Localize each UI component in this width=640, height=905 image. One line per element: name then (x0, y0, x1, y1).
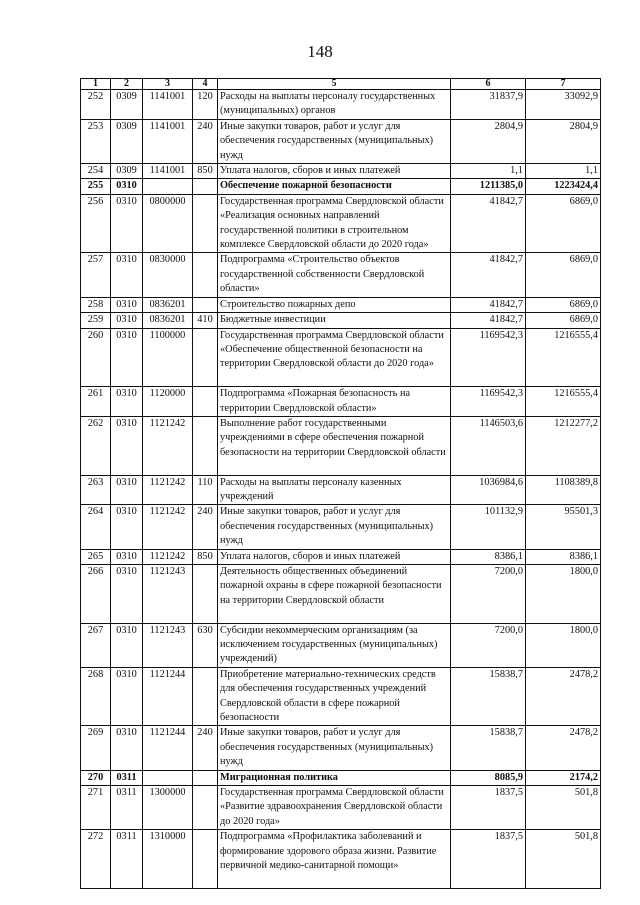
target-article-cell: 1141001 (143, 119, 193, 163)
target-article-cell: 1141001 (143, 90, 193, 120)
target-article-cell: 1121242 (143, 475, 193, 505)
table-row (81, 786, 601, 830)
section-code-cell: 0310 (111, 297, 143, 312)
expense-type-cell (193, 297, 218, 312)
row-number-cell: 269 (81, 726, 111, 770)
item-name-cell: Бюджетные инвестиции (218, 313, 451, 328)
section-code-cell: 0310 (111, 328, 143, 387)
section-code-cell: 0310 (111, 475, 143, 505)
amount-year1-cell: 7200,0 (451, 623, 526, 667)
column-header: 2 (111, 79, 143, 90)
section-code-cell: 0311 (111, 830, 143, 889)
table-row (81, 119, 601, 163)
target-article-cell: 0800000 (143, 194, 193, 253)
row-number-cell: 267 (81, 623, 111, 667)
item-name-cell: Деятельность общественных объединений пожарной охраны в сфере пожарной безопасности на территории Свердловской области (218, 564, 451, 623)
amount-year2-cell: 2174,2 (526, 770, 601, 785)
table-row (81, 623, 601, 667)
column-header: 7 (526, 79, 601, 90)
row-number-cell: 257 (81, 253, 111, 297)
section-code-cell: 0310 (111, 623, 143, 667)
amount-year1-cell: 8085,9 (451, 770, 526, 785)
item-name-cell: Иные закупки товаров, работ и услуг для обеспечения государственных (муниципальных) нужд (218, 119, 451, 163)
expense-type-cell: 120 (193, 90, 218, 120)
amount-year2-cell: 1223424,4 (526, 179, 601, 194)
target-article-cell: 1120000 (143, 387, 193, 417)
target-article-cell: 1121242 (143, 549, 193, 564)
budget-table (80, 78, 601, 889)
row-number-cell: 260 (81, 328, 111, 387)
amount-year1-cell: 41842,7 (451, 194, 526, 253)
target-article-cell: 0830000 (143, 253, 193, 297)
table-header-row (81, 79, 601, 90)
row-number-cell: 271 (81, 786, 111, 830)
expense-type-cell (193, 667, 218, 726)
amount-year1-cell: 41842,7 (451, 313, 526, 328)
section-code-cell: 0310 (111, 564, 143, 623)
target-article-cell: 0836201 (143, 297, 193, 312)
expense-type-cell: 240 (193, 726, 218, 770)
column-header: 4 (193, 79, 218, 90)
amount-year1-cell: 1146503,6 (451, 416, 526, 475)
section-code-cell: 0311 (111, 770, 143, 785)
target-article-cell: 1100000 (143, 328, 193, 387)
target-article-cell: 1310000 (143, 830, 193, 889)
section-code-cell: 0310 (111, 253, 143, 297)
amount-year1-cell: 41842,7 (451, 253, 526, 297)
row-number-cell: 255 (81, 179, 111, 194)
column-header: 3 (143, 79, 193, 90)
page-number: 148 (307, 42, 333, 61)
amount-year1-cell: 1,1 (451, 164, 526, 179)
expense-type-cell (193, 253, 218, 297)
amount-year2-cell: 501,8 (526, 830, 601, 889)
amount-year2-cell: 1212277,2 (526, 416, 601, 475)
table-row (81, 475, 601, 505)
row-number-cell: 268 (81, 667, 111, 726)
expense-type-cell: 410 (193, 313, 218, 328)
expense-type-cell (193, 328, 218, 387)
table-row (81, 253, 601, 297)
section-code-cell: 0310 (111, 179, 143, 194)
amount-year1-cell: 2804,9 (451, 119, 526, 163)
section-code-cell: 0310 (111, 549, 143, 564)
row-number-cell: 261 (81, 387, 111, 417)
amount-year1-cell: 1169542,3 (451, 328, 526, 387)
table-row (81, 179, 601, 194)
row-number-cell: 263 (81, 475, 111, 505)
item-name-cell: Расходы на выплаты персоналу казенных учреждений (218, 475, 451, 505)
item-name-cell: Миграционная политика (218, 770, 451, 785)
row-number-cell: 252 (81, 90, 111, 120)
section-code-cell: 0310 (111, 387, 143, 417)
amount-year1-cell: 15838,7 (451, 726, 526, 770)
amount-year2-cell: 1800,0 (526, 623, 601, 667)
item-name-cell: Иные закупки товаров, работ и услуг для обеспечения государственных (муниципальных) нужд (218, 505, 451, 549)
amount-year2-cell: 8386,1 (526, 549, 601, 564)
column-header: 6 (451, 79, 526, 90)
target-article-cell: 1121244 (143, 667, 193, 726)
row-number-cell: 254 (81, 164, 111, 179)
row-number-cell: 258 (81, 297, 111, 312)
amount-year2-cell: 95501,3 (526, 505, 601, 549)
row-number-cell: 253 (81, 119, 111, 163)
amount-year2-cell: 6869,0 (526, 297, 601, 312)
amount-year1-cell: 1211385,0 (451, 179, 526, 194)
table-row (81, 667, 601, 726)
table-row (81, 505, 601, 549)
amount-year1-cell: 31837,9 (451, 90, 526, 120)
target-article-cell: 0836201 (143, 313, 193, 328)
target-article-cell: 1141001 (143, 164, 193, 179)
table-row (81, 416, 601, 475)
expense-type-cell (193, 564, 218, 623)
item-name-cell: Выполнение работ государственными учреждениями в сфере обеспечения пожарной безопасности на территории Свердловской области (218, 416, 451, 475)
item-name-cell: Государственная программа Свердловской области «Обеспечение общественной безопасности на территории Свердловской области до 2020 года» (218, 328, 451, 387)
row-number-cell: 270 (81, 770, 111, 785)
amount-year1-cell: 41842,7 (451, 297, 526, 312)
table-row (81, 564, 601, 623)
item-name-cell: Иные закупки товаров, работ и услуг для обеспечения государственных (муниципальных) нужд (218, 726, 451, 770)
table-row (81, 387, 601, 417)
amount-year1-cell: 1036984,6 (451, 475, 526, 505)
amount-year2-cell: 1,1 (526, 164, 601, 179)
amount-year1-cell: 15838,7 (451, 667, 526, 726)
table-row (81, 549, 601, 564)
item-name-cell: Обеспечение пожарной безопасности (218, 179, 451, 194)
section-code-cell: 0310 (111, 416, 143, 475)
amount-year2-cell: 1216555,4 (526, 328, 601, 387)
column-header: 5 (218, 79, 451, 90)
amount-year2-cell: 6869,0 (526, 194, 601, 253)
item-name-cell: Уплата налогов, сборов и иных платежей (218, 164, 451, 179)
expense-type-cell: 110 (193, 475, 218, 505)
target-article-cell: 1300000 (143, 786, 193, 830)
table-row (81, 297, 601, 312)
expense-type-cell (193, 786, 218, 830)
expense-type-cell (193, 416, 218, 475)
item-name-cell: Подпрограмма «Строительство объектов государственной собственности Свердловской области» (218, 253, 451, 297)
expense-type-cell (193, 179, 218, 194)
table-body (81, 90, 601, 889)
amount-year2-cell: 6869,0 (526, 253, 601, 297)
row-number-cell: 264 (81, 505, 111, 549)
item-name-cell: Подпрограмма «Профилактика заболеваний и формирование здорового образа жизни. Развитие первичной медико-санитарной помощи» (218, 830, 451, 889)
target-article-cell (143, 770, 193, 785)
section-code-cell: 0309 (111, 119, 143, 163)
column-header: 1 (81, 79, 111, 90)
amount-year2-cell: 2478,2 (526, 667, 601, 726)
amount-year1-cell: 1169542,3 (451, 387, 526, 417)
target-article-cell (143, 179, 193, 194)
row-number-cell: 259 (81, 313, 111, 328)
section-code-cell: 0310 (111, 505, 143, 549)
expense-type-cell (193, 770, 218, 785)
table-row (81, 726, 601, 770)
amount-year1-cell: 8386,1 (451, 549, 526, 564)
row-number-cell: 272 (81, 830, 111, 889)
amount-year2-cell: 6869,0 (526, 313, 601, 328)
table-row (81, 328, 601, 387)
section-code-cell: 0310 (111, 667, 143, 726)
item-name-cell: Государственная программа Свердловской области «Развитие здравоохранения Свердловской области до 2020 года» (218, 786, 451, 830)
item-name-cell: Уплата налогов, сборов и иных платежей (218, 549, 451, 564)
section-code-cell: 0309 (111, 90, 143, 120)
target-article-cell: 1121244 (143, 726, 193, 770)
item-name-cell: Расходы на выплаты персоналу государственных (муниципальных) органов (218, 90, 451, 120)
row-number-cell: 266 (81, 564, 111, 623)
amount-year2-cell: 1108389,8 (526, 475, 601, 505)
row-number-cell: 265 (81, 549, 111, 564)
item-name-cell: Приобретение материально-технических средств для обеспечения государственных учреждений Свердловской области в сфере пожарной безопасности (218, 667, 451, 726)
amount-year1-cell: 1837,5 (451, 786, 526, 830)
table-row (81, 90, 601, 120)
expense-type-cell: 850 (193, 549, 218, 564)
expense-type-cell (193, 387, 218, 417)
section-code-cell: 0309 (111, 164, 143, 179)
expense-type-cell: 630 (193, 623, 218, 667)
target-article-cell: 1121242 (143, 505, 193, 549)
amount-year2-cell: 2804,9 (526, 119, 601, 163)
expense-type-cell: 240 (193, 505, 218, 549)
amount-year1-cell: 1837,5 (451, 830, 526, 889)
expense-type-cell (193, 830, 218, 889)
table-row (81, 194, 601, 253)
amount-year1-cell: 7200,0 (451, 564, 526, 623)
table-row (81, 164, 601, 179)
amount-year1-cell: 101132,9 (451, 505, 526, 549)
expense-type-cell: 850 (193, 164, 218, 179)
table-row (81, 830, 601, 889)
amount-year2-cell: 33092,9 (526, 90, 601, 120)
amount-year2-cell: 1216555,4 (526, 387, 601, 417)
section-code-cell: 0310 (111, 194, 143, 253)
expense-type-cell: 240 (193, 119, 218, 163)
section-code-cell: 0310 (111, 313, 143, 328)
target-article-cell: 1121242 (143, 416, 193, 475)
item-name-cell: Подпрограмма «Пожарная безопасность на территории Свердловской области» (218, 387, 451, 417)
target-article-cell: 1121243 (143, 564, 193, 623)
item-name-cell: Субсидии некоммерческим организациям (за исключением государственных (муниципальных) учреждений) (218, 623, 451, 667)
target-article-cell: 1121243 (143, 623, 193, 667)
amount-year2-cell: 2478,2 (526, 726, 601, 770)
row-number-cell: 256 (81, 194, 111, 253)
row-number-cell: 262 (81, 416, 111, 475)
section-code-cell: 0311 (111, 786, 143, 830)
amount-year2-cell: 501,8 (526, 786, 601, 830)
table-row (81, 313, 601, 328)
table-row (81, 770, 601, 785)
item-name-cell: Государственная программа Свердловской области «Реализация основных направлений государственной политики в строительном комплексе Свердловской области до 2020 года» (218, 194, 451, 253)
item-name-cell: Строительство пожарных депо (218, 297, 451, 312)
expense-type-cell (193, 194, 218, 253)
amount-year2-cell: 1800,0 (526, 564, 601, 623)
section-code-cell: 0310 (111, 726, 143, 770)
